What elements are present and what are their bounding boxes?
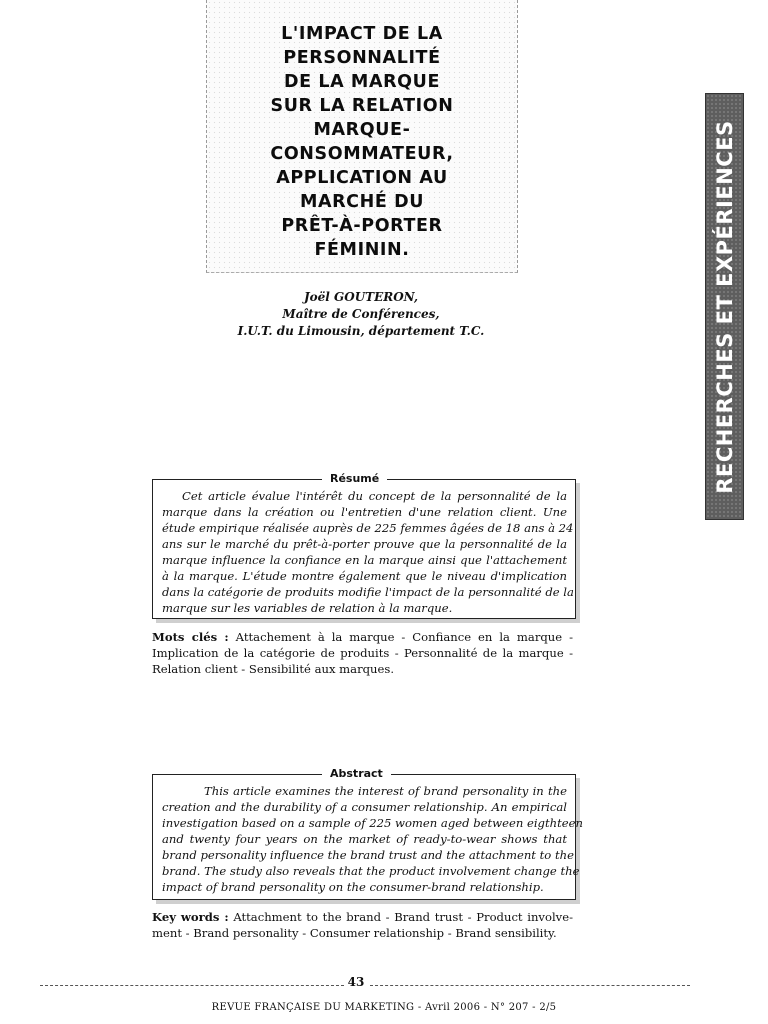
abstract-heading: Abstract: [322, 767, 391, 780]
mots-cles-line: [152, 632, 573, 644]
mots-cles-text: Attachement à la marque - Confiance en la marque -: [228, 630, 573, 644]
mots-cles-label: Mots clés :: [152, 630, 229, 644]
footer-rule-right: [370, 985, 690, 986]
resume-line: marque dans la création ou l'entretien d'une relation client. Une: [162, 505, 567, 519]
key-words-text: Attachment to the brand - Brand trust - Product involve-: [228, 910, 573, 924]
author-name: Joël GOUTERON,: [303, 290, 419, 304]
title-line: MARQUE-: [313, 120, 411, 140]
abstract-line: brand personality influence the brand trust and the attachment to the: [162, 848, 574, 862]
key-words-line: [152, 912, 573, 924]
abstract-line: This article examines the interest of brand personality in the: [204, 784, 567, 798]
resume-line: à la marque. L'étude montre également que le niveau d'implication: [162, 569, 567, 583]
title-line: CONSOMMATEUR,: [270, 144, 454, 164]
resume-box: [152, 472, 576, 619]
abstract-line: creation and the durability of a consumer relationship. An empirical: [162, 800, 567, 814]
footer-rule-left: [40, 985, 344, 986]
abstract-line: and twenty four years on the market of ready-to-wear shows that: [162, 832, 567, 846]
abstract-line: impact of brand personality on the consumer-brand relationship.: [162, 880, 544, 894]
key-words-label: Key words :: [152, 910, 229, 924]
title-line: SUR LA RELATION: [270, 96, 454, 116]
title-line: PERSONNALITÉ: [283, 48, 441, 68]
resume-line: Cet article évalue l'intérêt du concept de la personnalité de la: [182, 489, 567, 503]
resume-line: étude empirique réalisée auprès de 225 femmes âgées de 18 ans à 24: [162, 521, 574, 535]
title-line: L'IMPACT DE LA: [281, 24, 443, 44]
section-side-tab-label: RECHERCHES ET EXPÉRIENCES: [712, 119, 737, 494]
key-words-line: ment - Brand personality - Consumer relationship - Brand sensibility.: [152, 926, 557, 940]
author-affiliation: I.U.T. du Limousin, département T.C.: [237, 324, 485, 338]
resume-heading: Résumé: [322, 472, 387, 485]
title-line: MARCHÉ DU: [299, 192, 425, 212]
abstract-line: investigation based on a sample of 225 women aged between eigthteen: [162, 816, 583, 830]
mots-cles-line: Implication de la catégorie de produits - Personnalité de la marque -: [152, 646, 573, 660]
section-side-tab: [705, 93, 744, 520]
resume-line: dans la catégorie de produits modifie l'impact de la personnalité de la: [162, 585, 574, 599]
resume-line: marque influence la confiance en la marque ainsi que l'attachement: [162, 553, 567, 567]
title-line: DE LA MARQUE: [283, 72, 441, 92]
resume-line: ans sur le marché du prêt-à-porter prouve que la personnalité de la: [162, 537, 567, 551]
page-number: 43: [344, 975, 368, 989]
title-line: FÉMININ.: [314, 240, 410, 260]
title-line: APPLICATION AU: [276, 168, 448, 188]
resume-line: marque sur les variables de relation à la marque.: [162, 601, 453, 615]
journal-reference: REVUE FRANÇAISE DU MARKETING - Avril 2006 - N° 207 - 2/5: [211, 1002, 557, 1013]
mots-cles-line: Relation client - Sensibilité aux marques.: [152, 662, 395, 676]
abstract-line: brand. The study also reveals that the product involvement change the: [162, 864, 580, 878]
title-block: [206, 0, 518, 273]
title-line: PRÊT-À-PORTER: [281, 216, 443, 236]
abstract-box: [152, 767, 583, 900]
author-position: Maître de Conférences,: [282, 307, 440, 321]
